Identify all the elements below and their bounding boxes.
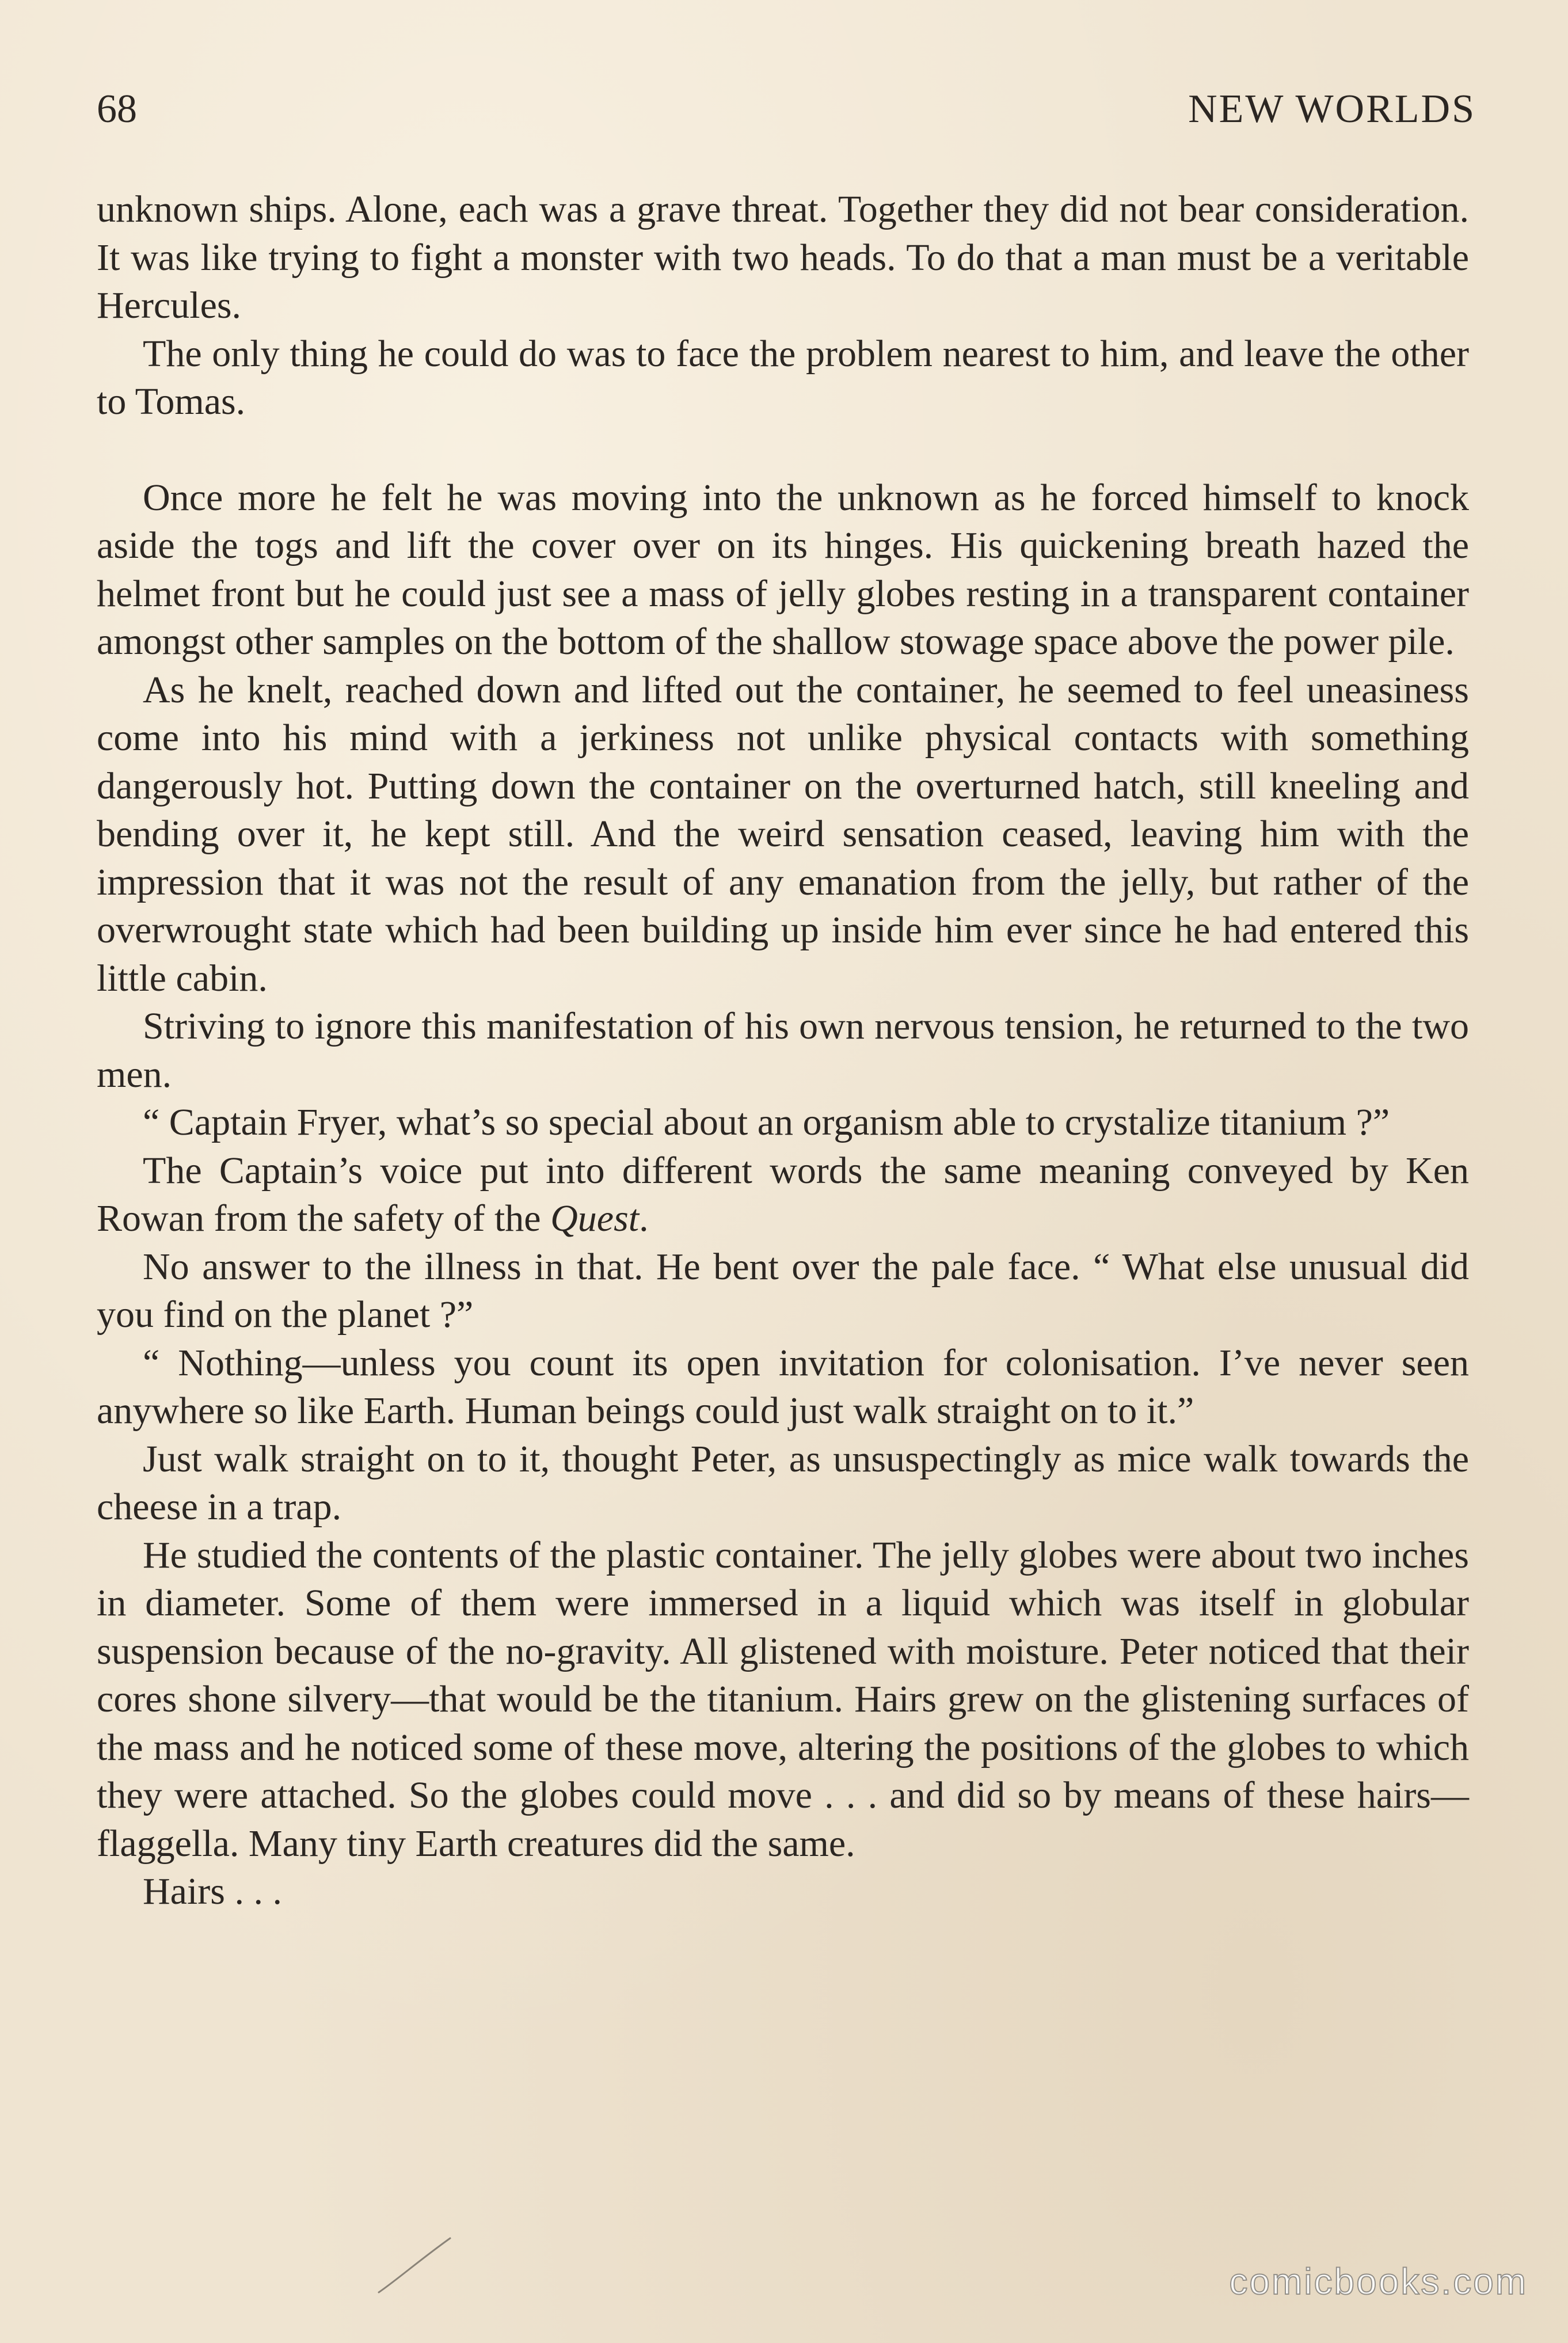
- paragraph: He studied the contents of the plastic container. The jelly globes were about two inches in diameter. Some of them were immersed in a liquid which was itself in globular suspension because of the no-gravity. All glistened with moisture. Peter noticed that their cores shone silvery—that would be the titanium. Hairs grew on the glistening surfaces of the mass and he noticed some of these move, altering the positions of the globes to which they were attached. So the globes could move . . . and did so by means of these hairs—flaggella. Many tiny Earth creatures did the same.: [97, 1534, 1469, 1865]
- paragraph: Just walk straight on to it, thought Peter, as unsuspectingly as mice walk towards the cheese in a trap.: [97, 1437, 1469, 1528]
- text-body: [97, 185, 1469, 1916]
- ship-name: Quest: [550, 1197, 640, 1239]
- running-title: NEW WORLDS: [1188, 87, 1476, 131]
- paragraph: unknown ships. Alone, each was a grave threat. Together they did not bear consideration. It was like trying to fight a monster with two heads. To do that a man must be a veritable Hercules.: [97, 188, 1469, 326]
- paragraph: “ Nothing—unless you count its open invitation for colonisation. I’ve never seen anywhere so like Earth. Human beings could just walk straight on to it.”: [97, 1341, 1469, 1432]
- paragraph: No answer to the illness in that. He bent over the pale face. “ What else unusual did you find on the planet ?”: [97, 1245, 1469, 1336]
- pen-mark: [374, 2234, 455, 2297]
- watermark: comicbooks.com: [1229, 2261, 1528, 2302]
- page-number: 68: [97, 87, 137, 131]
- paragraph-end: .: [639, 1197, 649, 1239]
- paragraph: Once more he felt he was moving into the unknown as he forced himself to knock aside the togs and lift the cover over on its hinges. His quickening breath hazed the helmet front but he could just see a mass of jelly globes resting in a transparent container amongst other samples on the bottom of the shallow stowage space above the power pile.: [97, 476, 1469, 663]
- paragraph: “ Captain Fryer, what’s so special about an organism able to crystalize titanium ?”: [143, 1101, 1390, 1143]
- paragraph: [97, 1147, 1469, 1243]
- paragraph: The only thing he could do was to face the problem nearest to him, and leave the other to Tomas.: [97, 332, 1469, 423]
- paragraph: As he knelt, reached down and lifted out the container, he seemed to feel uneasiness come into his mind with a jerkiness not unlike physical contacts with something dangerously hot. Putting down the container on the overturned hatch, still kneeling and bending over it, he kept still. And the weird sensation ceased, leaving him with the impression that it was not the result of any emanation from the jelly, but rather of the overwrought state which had been building up inside him ever since he had entered this little cabin.: [97, 668, 1469, 999]
- paragraph: Striving to ignore this manifestation of his own nervous tension, he returned to the two men.: [97, 1005, 1469, 1096]
- paragraph-text: The Captain’s voice put into different words the same meaning conveyed by Ken Rowan from the safety of the: [97, 1149, 1469, 1239]
- running-head: [97, 86, 1476, 144]
- paragraph: Hairs . . .: [143, 1870, 282, 1912]
